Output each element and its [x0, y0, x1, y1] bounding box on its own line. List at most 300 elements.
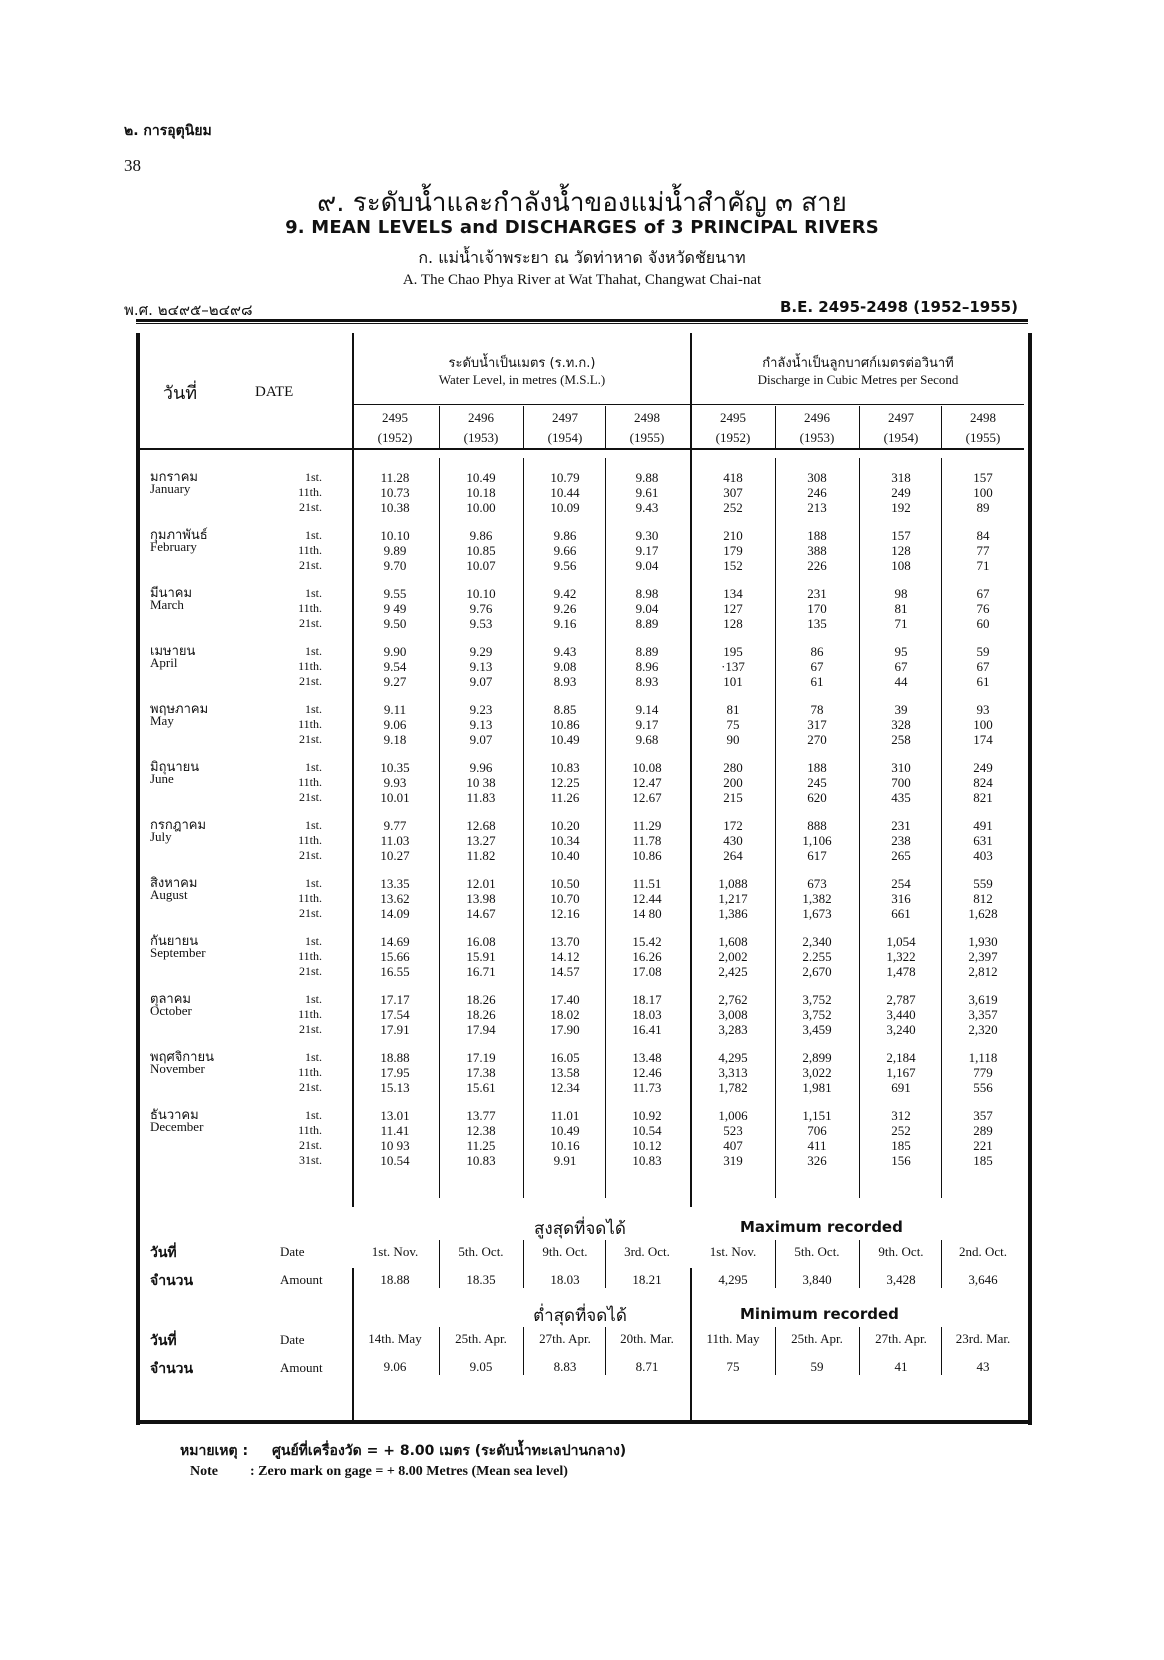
minimum-label-thai: ต่ำสุดที่จดได้ [533, 1306, 627, 1326]
data-cell: 18.17 [632, 992, 662, 1007]
data-cell: 11.28 [380, 470, 410, 485]
data-cell: 188 [807, 760, 827, 775]
data-cell: 10.83 [632, 1153, 662, 1168]
maximum-date-cell: 1st. Nov. [371, 1244, 419, 1259]
data-cell: 10.10 [380, 528, 410, 543]
data-cell: 620 [807, 790, 827, 805]
data-cell: 200 [723, 775, 743, 790]
header-year-rule [354, 404, 1024, 405]
minimum-date-english: Date [280, 1332, 305, 1347]
data-cell: 779 [973, 1065, 993, 1080]
maximum-column-divider [439, 1240, 440, 1288]
data-cell: 67 [810, 659, 824, 674]
month-label-english: January [150, 481, 191, 496]
minimum-amount-cell: 43 [976, 1359, 990, 1374]
data-cell: 75 [726, 717, 740, 732]
data-cell: 1,054 [886, 934, 916, 949]
data-cell: 10.49 [466, 470, 496, 485]
data-cell: 1,478 [886, 964, 916, 979]
data-cell: 9.13 [469, 659, 493, 674]
data-cell: 8.89 [635, 644, 659, 659]
day-label: 11th. [298, 485, 322, 499]
data-cell: 221 [973, 1138, 993, 1153]
maximum-amount-cell: 3,840 [802, 1272, 832, 1287]
day-label: 11th. [298, 949, 322, 963]
data-cell: 265 [891, 848, 911, 863]
month-label-english: August [150, 887, 188, 902]
maximum-amount-cell: 4,295 [718, 1272, 748, 1287]
data-cell: 11.29 [632, 818, 662, 833]
year-header-cell: 2495 [720, 410, 746, 425]
day-label: 21st. [298, 848, 322, 862]
note-text-thai: ศูนย์ที่เครื่องวัด = + 8.00 เมตร (ระดับน้ำทะเลปานกลาง) [272, 1443, 627, 1459]
data-cell: 18.02 [550, 1007, 580, 1022]
data-cell: 11.82 [466, 848, 496, 863]
data-cell: 403 [973, 848, 993, 863]
data-cell: 135 [807, 616, 827, 631]
day-label: 21st. [298, 790, 322, 804]
data-cell: 213 [807, 500, 827, 515]
data-cell: 128 [723, 616, 743, 631]
minimum-column-divider [941, 1327, 942, 1375]
maximum-date-cell: 9th. Oct. [878, 1244, 924, 1259]
data-cell: 491 [973, 818, 993, 833]
data-cell: 67 [976, 586, 990, 601]
year-column-divider [859, 406, 860, 450]
day-label: 21st. [298, 732, 322, 746]
data-cell: 700 [891, 775, 911, 790]
data-cell: 8.98 [635, 586, 659, 601]
data-cell: 210 [723, 528, 743, 543]
data-cell: 10.70 [550, 891, 580, 906]
month-label-thai: พฤษภาคม [150, 701, 209, 716]
data-cell: 185 [891, 1138, 911, 1153]
data-cell: 307 [723, 485, 743, 500]
data-cell: 9.17 [635, 543, 659, 558]
day-label: 1st. [304, 470, 322, 484]
data-cell: 100 [973, 485, 993, 500]
data-cell: 1,628 [968, 906, 998, 921]
data-cell: 10.00 [466, 500, 496, 515]
data-cell: 12.25 [550, 775, 580, 790]
maximum-date-english: Date [280, 1244, 305, 1259]
maximum-amount-cell: 3,428 [886, 1272, 916, 1287]
data-cell: 14.09 [380, 906, 410, 921]
data-cell: 157 [891, 528, 911, 543]
data-cell: 9.06 [383, 717, 407, 732]
month-label-english: October [150, 1003, 192, 1018]
minimum-amount-cell: 75 [726, 1359, 740, 1374]
data-cell: 407 [723, 1138, 743, 1153]
minimum-date-cell: 27th. Apr. [875, 1331, 927, 1346]
year-column-divider [775, 406, 776, 450]
data-cell: 215 [723, 790, 743, 805]
data-cell: 3,619 [968, 992, 998, 1007]
day-label: 21st. [298, 674, 322, 688]
month-label-english: May [150, 713, 174, 728]
maximum-amount-cell: 18.21 [632, 1272, 662, 1287]
data-cell: 71 [894, 616, 908, 631]
body-column-divider [859, 458, 860, 1198]
data-cell: 86 [810, 644, 824, 659]
minimum-amount-cell: 9.05 [469, 1359, 493, 1374]
data-cell: 10.38 [380, 500, 410, 515]
data-cell: 435 [891, 790, 911, 805]
data-cell: 3,459 [802, 1022, 832, 1037]
data-cell: 12.44 [632, 891, 662, 906]
data-cell: 192 [891, 500, 911, 515]
data-cell: 11.78 [632, 833, 662, 848]
data-cell: 9.88 [635, 470, 659, 485]
minimum-amount-cell: 59 [810, 1359, 824, 1374]
maximum-column-divider [775, 1240, 776, 1288]
data-cell: 3,752 [802, 1007, 832, 1022]
year-header-cell: 2496 [804, 410, 830, 425]
data-cell: 17.19 [466, 1050, 496, 1065]
minimum-date-cell: 23rd. Mar. [955, 1331, 1011, 1346]
month-label-english: April [150, 655, 178, 670]
data-cell: 10.10 [466, 586, 496, 601]
data-cell: 17.91 [380, 1022, 410, 1037]
data-cell: 9.42 [553, 586, 577, 601]
year-ce-header-cell: (1954) [547, 430, 583, 445]
data-cell: 1,167 [886, 1065, 916, 1080]
data-cell: 9.29 [469, 644, 493, 659]
month-label-english: December [150, 1119, 204, 1134]
data-cell: 134 [723, 586, 743, 601]
maximum-column-divider [523, 1240, 524, 1288]
day-label: 1st. [304, 992, 322, 1006]
data-cell: 127 [723, 601, 743, 616]
data-cell: 252 [723, 500, 743, 515]
maximum-amount-english: Amount [280, 1272, 323, 1287]
data-cell: 16.05 [550, 1050, 580, 1065]
day-label: 11th. [298, 833, 322, 847]
data-cell: 10 38 [466, 775, 496, 790]
note-text-english: : Zero mark on gage = + 8.00 Metres (Mean sea level) [250, 1464, 568, 1479]
data-cell: 10.50 [550, 876, 580, 891]
data-cell: 12.34 [550, 1080, 580, 1095]
data-cell: 661 [891, 906, 911, 921]
data-cell: 15.13 [380, 1080, 410, 1095]
data-cell: 9.90 [383, 644, 407, 659]
data-cell: 258 [891, 732, 911, 747]
data-cell: 17.54 [380, 1007, 410, 1022]
data-cell: 9.89 [383, 543, 407, 558]
day-label: 1st. [304, 934, 322, 948]
data-cell: 95 [894, 644, 908, 659]
data-cell: 231 [807, 586, 827, 601]
data-cell: 1,006 [718, 1108, 748, 1123]
subtitle-english: A. The Chao Phya River at Wat Thahat, Changwat Chai-nat [402, 272, 762, 288]
data-cell: 44 [894, 674, 908, 689]
data-cell: 556 [973, 1080, 993, 1095]
data-cell: 90 [726, 732, 740, 747]
table-bottom-rule [136, 1420, 1028, 1424]
data-cell: 9.56 [553, 558, 577, 573]
day-label: 21st. [298, 964, 322, 978]
day-label: 11th. [298, 775, 322, 789]
day-label: 21st. [298, 500, 322, 514]
maximum-date-cell: 5th. Oct. [458, 1244, 504, 1259]
minimum-label-english: Minimum recorded [740, 1305, 899, 1323]
data-cell: 706 [807, 1123, 827, 1138]
data-cell: 89 [976, 500, 990, 515]
year-ce-header-cell: (1952) [715, 430, 751, 445]
data-cell: 3,008 [718, 1007, 748, 1022]
data-cell: 9.07 [469, 674, 493, 689]
data-cell: 249 [973, 760, 993, 775]
data-cell: 1,782 [718, 1080, 748, 1095]
table-top-rule [136, 319, 1028, 322]
body-column-divider [439, 458, 440, 1198]
data-cell: 10.20 [550, 818, 580, 833]
maximum-amount-thai: จำนวน [150, 1273, 194, 1289]
day-label: 11th. [298, 1123, 322, 1137]
minimum-amount-cell: 8.71 [635, 1359, 659, 1374]
day-label: 11th. [298, 659, 322, 673]
data-cell: 9.66 [553, 543, 577, 558]
year-column-divider [941, 406, 942, 450]
day-label: 31st. [298, 1153, 322, 1167]
month-label-thai: ตุลาคม [150, 991, 191, 1006]
data-cell: 156 [891, 1153, 911, 1168]
data-cell: 9.55 [383, 586, 407, 601]
data-cell: 10.92 [632, 1108, 662, 1123]
data-cell: 1,088 [718, 876, 748, 891]
page-number: 38 [124, 156, 141, 175]
data-cell: 319 [723, 1153, 743, 1168]
data-cell: 289 [973, 1123, 993, 1138]
maximum-amount-cell: 18.35 [466, 1272, 496, 1287]
data-cell: 93 [976, 702, 990, 717]
data-cell: 18.88 [380, 1050, 410, 1065]
data-cell: 195 [723, 644, 743, 659]
maximum-date-cell: 1st. Nov. [709, 1244, 757, 1259]
title-thai: ๙. ระดับน้ำและกำลังน้ำของแม่น้ำสำคัญ ๓ สาย [317, 188, 847, 218]
data-cell: 9.17 [635, 717, 659, 732]
data-cell: 98 [894, 586, 908, 601]
data-cell: 13.35 [380, 876, 410, 891]
month-label-english: March [150, 597, 184, 612]
month-label-english: February [150, 539, 197, 554]
maximum-amount-cell: 18.88 [380, 1272, 410, 1287]
maximum-amount-cell: 3,646 [968, 1272, 998, 1287]
data-cell: 10.40 [550, 848, 580, 863]
section-header: ๒. การอุตุนิยม [124, 123, 212, 139]
data-cell: 8.96 [635, 659, 659, 674]
minimum-amount-cell: 8.83 [553, 1359, 577, 1374]
data-cell: 9.93 [383, 775, 407, 790]
data-cell: 13.27 [466, 833, 496, 848]
data-cell: 226 [807, 558, 827, 573]
data-cell: 3,283 [718, 1022, 748, 1037]
data-cell: 888 [807, 818, 827, 833]
data-cell: 39 [894, 702, 908, 717]
data-cell: 12.16 [550, 906, 580, 921]
data-cell: 2,320 [968, 1022, 998, 1037]
data-cell: 326 [807, 1153, 827, 1168]
data-cell: 238 [891, 833, 911, 848]
data-cell: 11.26 [550, 790, 580, 805]
data-cell: 10 93 [380, 1138, 410, 1153]
data-cell: 246 [807, 485, 827, 500]
month-label-thai: สิงหาคม [150, 875, 198, 890]
month-label-thai: มีนาคม [150, 585, 193, 600]
data-cell: 16.08 [466, 934, 496, 949]
day-label: 1st. [304, 586, 322, 600]
data-cell: 388 [807, 543, 827, 558]
month-label-thai: กรกฎาคม [150, 817, 207, 832]
data-cell: 10.34 [550, 833, 580, 848]
data-cell: 824 [973, 775, 993, 790]
data-cell: 13.01 [380, 1108, 410, 1123]
year-range-english: B.E. 2495-2498 (1952–1955) [780, 298, 1018, 316]
data-cell: 78 [810, 702, 824, 717]
data-cell: 81 [894, 601, 908, 616]
data-cell: 1,382 [802, 891, 832, 906]
data-cell: 264 [723, 848, 743, 863]
subtitle-thai: ก. แม่น้ำเจ้าพระยา ณ วัดท่าหาด จังหวัดชัยนาท [418, 248, 746, 267]
data-cell: 9.50 [383, 616, 407, 631]
data-cell: 418 [723, 470, 743, 485]
year-header-cell: 2497 [552, 410, 578, 425]
data-cell: 14.69 [380, 934, 410, 949]
data-cell: 15.61 [466, 1080, 496, 1095]
maximum-date-thai: วันที่ [150, 1245, 177, 1261]
data-cell: 17.38 [466, 1065, 496, 1080]
data-cell: ·137 [721, 659, 745, 674]
day-label: 1st. [304, 702, 322, 716]
data-cell: 9 49 [383, 601, 407, 616]
minimum-date-cell: 25th. Apr. [791, 1331, 843, 1346]
data-cell: 10.44 [550, 485, 580, 500]
date-header-thai: วันที่ [162, 383, 198, 404]
note-label-english: Note [190, 1464, 218, 1479]
data-cell: 14.12 [550, 949, 580, 964]
data-cell: 8.93 [635, 674, 659, 689]
day-label: 21st. [298, 906, 322, 920]
day-label: 21st. [298, 1138, 322, 1152]
data-cell: 17.90 [550, 1022, 580, 1037]
data-cell: 61 [976, 674, 990, 689]
data-cell: 108 [891, 558, 911, 573]
data-cell: 10.73 [380, 485, 410, 500]
data-cell: 2,762 [718, 992, 748, 1007]
month-label-thai: กันยายน [150, 933, 199, 948]
data-cell: 10.49 [550, 1123, 580, 1138]
data-cell: 8.93 [553, 674, 577, 689]
data-cell: 13.48 [632, 1050, 662, 1065]
year-ce-header-cell: (1954) [883, 430, 919, 445]
data-cell: 15.91 [466, 949, 496, 964]
minimum-date-thai: วันที่ [150, 1333, 177, 1349]
body-column-divider [941, 458, 942, 1198]
data-cell: 10.16 [550, 1138, 580, 1153]
month-label-thai: มกราคม [150, 469, 198, 484]
day-label: 1st. [304, 528, 322, 542]
discharge-header-thai: กำลังน้ำเป็นลูกบาศก์เมตรต่อวินาที [762, 356, 954, 371]
data-cell: 280 [723, 760, 743, 775]
data-cell: 231 [891, 818, 911, 833]
data-cell: 1,151 [802, 1108, 832, 1123]
data-cell: 1,386 [718, 906, 748, 921]
month-label-thai: พฤศจิกายน [150, 1049, 214, 1064]
data-cell: 11.03 [380, 833, 410, 848]
minimum-column-divider [605, 1327, 606, 1375]
maximum-column-divider [605, 1240, 606, 1288]
data-cell: 17.08 [632, 964, 662, 979]
data-cell: 9.54 [383, 659, 407, 674]
data-cell: 8.89 [635, 616, 659, 631]
data-cell: 10.27 [380, 848, 410, 863]
data-cell: 9.91 [553, 1153, 577, 1168]
data-cell: 11.25 [466, 1138, 496, 1153]
data-cell: 559 [973, 876, 993, 891]
minimum-column-divider [859, 1327, 860, 1375]
data-cell: 2,002 [718, 949, 748, 964]
data-cell: 3,022 [802, 1065, 832, 1080]
month-label-english: June [150, 771, 174, 786]
date-header-english: DATE [255, 384, 294, 400]
minimum-date-cell: 20th. Mar. [620, 1331, 674, 1346]
data-cell: 17.17 [380, 992, 410, 1007]
data-cell: 317 [807, 717, 827, 732]
maximum-amount-cell: 18.03 [550, 1272, 580, 1287]
data-cell: 10.86 [550, 717, 580, 732]
data-cell: 11.01 [550, 1108, 580, 1123]
data-cell: 1,217 [718, 891, 748, 906]
data-cell: 10.79 [550, 470, 580, 485]
month-label-english: September [150, 945, 206, 960]
data-cell: 2,812 [968, 964, 998, 979]
body-column-divider [605, 458, 606, 1198]
day-label: 11th. [298, 717, 322, 731]
data-cell: 9.23 [469, 702, 493, 717]
data-cell: 1,106 [802, 833, 832, 848]
data-cell: 2.255 [802, 949, 832, 964]
year-column-divider [605, 406, 606, 450]
data-cell: 1,930 [968, 934, 998, 949]
data-cell: 9.61 [635, 485, 659, 500]
water-level-header-english: Water Level, in metres (M.S.L.) [438, 372, 606, 387]
data-cell: 67 [894, 659, 908, 674]
data-cell: 9.70 [383, 558, 407, 573]
data-cell: 61 [810, 674, 824, 689]
data-cell: 12.01 [466, 876, 496, 891]
data-cell: 60 [976, 616, 990, 631]
day-label: 11th. [298, 1065, 322, 1079]
data-cell: 8.85 [553, 702, 577, 717]
month-label-english: July [150, 829, 172, 844]
data-cell: 14.57 [550, 964, 580, 979]
data-cell: 15.66 [380, 949, 410, 964]
data-cell: 10.09 [550, 500, 580, 515]
year-column-divider [523, 406, 524, 450]
data-cell: 101 [723, 674, 743, 689]
day-label: 21st. [298, 558, 322, 572]
data-cell: 13.62 [380, 891, 410, 906]
day-label: 1st. [304, 1108, 322, 1122]
data-cell: 84 [976, 528, 990, 543]
data-cell: 9.96 [469, 760, 493, 775]
data-cell: 430 [723, 833, 743, 848]
minimum-amount-thai: จำนวน [150, 1361, 194, 1377]
year-header-cell: 2495 [382, 410, 408, 425]
data-cell: 172 [723, 818, 743, 833]
data-cell: 59 [976, 644, 990, 659]
data-cell: 10.01 [380, 790, 410, 805]
